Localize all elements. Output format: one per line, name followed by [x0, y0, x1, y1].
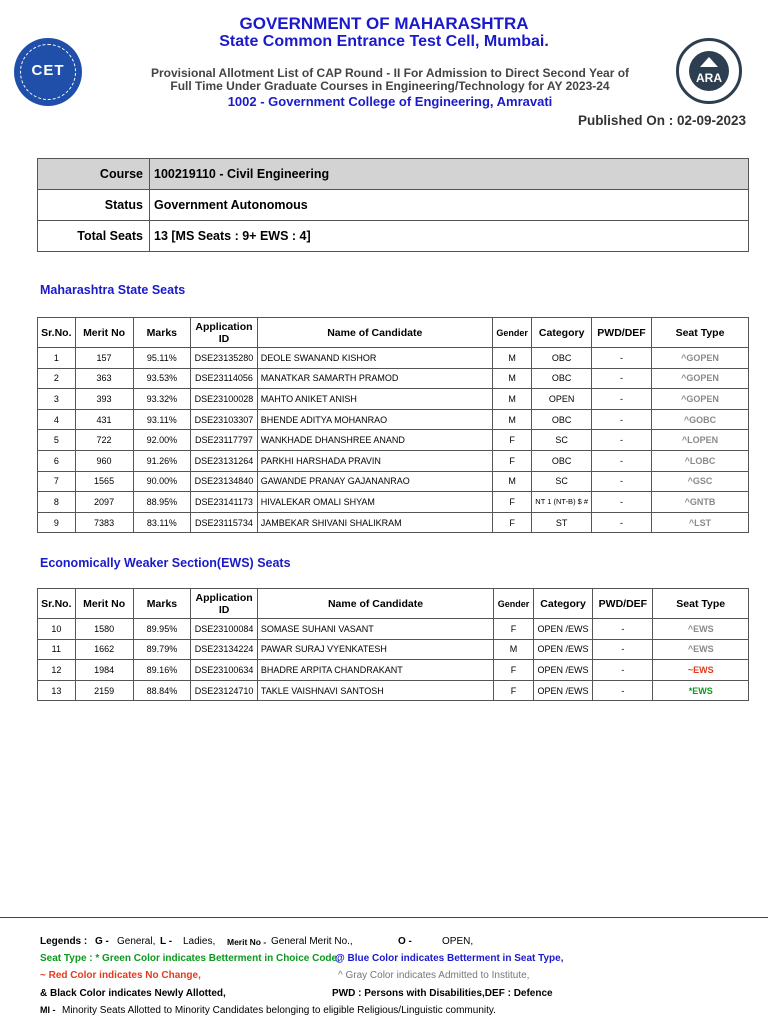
cell-gender: F — [492, 512, 532, 533]
cell-gender: M — [492, 471, 532, 492]
cell-merit-no: 960 — [75, 450, 133, 471]
legend-red: ~ Red Color indicates No Change, — [40, 970, 201, 981]
cell-application-id: DSE23134840 — [191, 471, 258, 492]
header-category: Category — [533, 589, 593, 619]
cell-candidate-name: JAMBEKAR SHIVANI SHALIKRAM — [257, 512, 492, 533]
legend-mi: MI - — [40, 1005, 56, 1015]
cell-candidate-name: TAKLE VAISHNAVI SANTOSH — [257, 680, 493, 701]
legend-black: & Black Color indicates Newly Allotted, — [40, 988, 226, 999]
cell-marks: 89.95% — [133, 619, 191, 640]
cell-category: OBC — [532, 409, 592, 430]
cell-merit-no: 7383 — [75, 512, 133, 533]
header-marks: Marks — [133, 318, 191, 348]
status-label: Status — [38, 190, 150, 221]
table-row — [38, 450, 749, 471]
cell-pwd-def: - — [592, 492, 652, 513]
cell-gender: M — [494, 639, 534, 660]
cell-category: SC — [532, 471, 592, 492]
cell-seat-type: ^GOBC — [652, 409, 749, 430]
cell-candidate-name: WANKHADE DHANSHREE ANAND — [257, 430, 492, 451]
cell-pwd-def: - — [593, 660, 653, 681]
cell-pwd-def: - — [592, 430, 652, 451]
cell-merit-no: 363 — [75, 368, 133, 389]
cell-seat-type: ^GNTB — [652, 492, 749, 513]
cell-category: OPEN — [532, 389, 592, 410]
table-row — [38, 639, 749, 660]
cet-logo-text: CET — [31, 62, 65, 79]
cell-merit-no: 1984 — [75, 660, 133, 681]
header-application-id: Application ID — [191, 318, 258, 348]
legend-green: Seat Type : * Green Color indicates Betterment in Choice Code, — [40, 953, 340, 964]
cell-pwd-def: - — [593, 619, 653, 640]
course-value: 100219110 - Civil Engineering — [150, 159, 749, 190]
cell-pwd-def: - — [592, 471, 652, 492]
cell-application-id: DSE23103307 — [191, 409, 258, 430]
ews-table-header — [38, 589, 749, 619]
legend-l-text: Ladies, — [183, 936, 216, 947]
total-seats-row — [38, 221, 749, 252]
cell-gender: M — [492, 409, 532, 430]
cell-seat-type: ^EWS — [653, 639, 749, 660]
cell-application-id: DSE23124710 — [191, 680, 258, 701]
cell-category: OBC — [532, 450, 592, 471]
cell-candidate-name: MAHTO ANIKET ANISH — [257, 389, 492, 410]
cell-candidate-name: BHENDE ADITYA MOHANRAO — [257, 409, 492, 430]
cell-sr-no: 11 — [38, 639, 76, 660]
table-row — [38, 471, 749, 492]
cell-gender: F — [492, 450, 532, 471]
cell-marks: 83.11% — [133, 512, 191, 533]
cell-sr-no: 10 — [38, 619, 76, 640]
cell-pwd-def: - — [592, 348, 652, 369]
total-seats-label: Total Seats — [38, 221, 150, 252]
cell-marks: 91.26% — [133, 450, 191, 471]
cell-gender: F — [494, 680, 534, 701]
legend-blue: @ Blue Color indicates Betterment in Seat Type, — [335, 953, 564, 964]
cell-pwd-def: - — [593, 680, 653, 701]
cell-category: OPEN /EWS — [533, 680, 593, 701]
status-value: Government Autonomous — [150, 190, 749, 221]
legend-o-text: OPEN, — [442, 936, 474, 947]
ews-table-body — [38, 619, 749, 701]
institute-name: 1002 - Government College of Engineering, Amravati — [227, 94, 553, 109]
cell-application-id: DSE23114056 — [191, 368, 258, 389]
cell-sr-no: 7 — [38, 471, 76, 492]
cell-candidate-name: PAWAR SURAJ VYENKATESH — [257, 639, 493, 660]
legend-g-text: General, — [117, 936, 156, 947]
header-merit-no: Merit No — [75, 589, 133, 619]
cell-merit-no: 2159 — [75, 680, 133, 701]
cell-category: OBC — [532, 368, 592, 389]
cell-seat-type: ~EWS — [653, 660, 749, 681]
cell-sr-no: 3 — [38, 389, 76, 410]
cell-category: OPEN /EWS — [533, 639, 593, 660]
cell-sr-no: 5 — [38, 430, 76, 451]
ms-table-header — [38, 318, 749, 348]
cell-sr-no: 2 — [38, 368, 76, 389]
header-marks: Marks — [133, 589, 191, 619]
cell-merit-no: 722 — [75, 430, 133, 451]
cell-pwd-def: - — [592, 512, 652, 533]
table-row — [38, 348, 749, 369]
cell-category: OPEN /EWS — [533, 619, 593, 640]
cell-marks: 88.95% — [133, 492, 191, 513]
cell-gender: F — [492, 430, 532, 451]
table-row — [38, 512, 749, 533]
course-row — [38, 159, 749, 190]
course-label: Course — [38, 159, 150, 190]
header-application-id: Application ID — [191, 589, 258, 619]
cell-pwd-def: - — [592, 389, 652, 410]
cell-marks: 89.79% — [133, 639, 191, 660]
cell-sr-no: 8 — [38, 492, 76, 513]
cell-marks: 88.84% — [133, 680, 191, 701]
legend-l: L - — [160, 936, 173, 947]
cell-merit-no: 157 — [75, 348, 133, 369]
ews-section-title: Economically Weaker Section(EWS) Seats — [40, 556, 291, 570]
legend-merit-text: General Merit No., — [271, 936, 353, 947]
cell-category: SC — [532, 430, 592, 451]
legend-g: G - — [95, 936, 109, 947]
header-candidate-name: Name of Candidate — [257, 589, 493, 619]
cell-sr-no: 6 — [38, 450, 76, 471]
legend-pwd: PWD : Persons with Disabilities,DEF : Defence — [332, 988, 553, 999]
cell-application-id: DSE23100634 — [191, 660, 258, 681]
cell-merit-no: 2097 — [75, 492, 133, 513]
table-row — [38, 619, 749, 640]
cell-merit-no: 1580 — [75, 619, 133, 640]
cell-marks: 89.16% — [133, 660, 191, 681]
allotment-title-line2: Full Time Under Graduate Courses in Engineering/Technology for AY 2023-24 — [170, 79, 610, 93]
cell-gender: F — [492, 492, 532, 513]
table-row — [38, 430, 749, 451]
gov-title: GOVERNMENT OF MAHARASHTRA — [239, 14, 529, 33]
cell-sr-no: 9 — [38, 512, 76, 533]
cell-application-id: DSE23141173 — [191, 492, 258, 513]
cell-application-id: DSE23100028 — [191, 389, 258, 410]
cell-merit-no: 1565 — [75, 471, 133, 492]
cell-marks: 90.00% — [133, 471, 191, 492]
cell-seat-type: ^LOBC — [652, 450, 749, 471]
cell-merit-no: 393 — [75, 389, 133, 410]
cell-application-id: DSE23100084 — [191, 619, 258, 640]
cell-application-id: DSE23115734 — [191, 512, 258, 533]
cell-title: State Common Entrance Test Cell, Mumbai. — [219, 33, 549, 50]
header-gender: Gender — [494, 589, 534, 619]
table-row — [38, 680, 749, 701]
header-sr-no: Sr.No. — [38, 589, 76, 619]
header-merit-no: Merit No — [75, 318, 133, 348]
table-row — [38, 368, 749, 389]
header-sr-no: Sr.No. — [38, 318, 76, 348]
cell-candidate-name: SOMASE SUHANI VASANT — [257, 619, 493, 640]
cell-seat-type: ^LST — [652, 512, 749, 533]
cell-candidate-name: MANATKAR SAMARTH PRAMOD — [257, 368, 492, 389]
cell-sr-no: 13 — [38, 680, 76, 701]
header-candidate-name: Name of Candidate — [257, 318, 492, 348]
table-row — [38, 409, 749, 430]
table-row — [38, 660, 749, 681]
legend-mi-text: Minority Seats Allotted to Minority Candidates belonging to eligible Religious/Linguistic community. — [62, 1005, 496, 1016]
cell-seat-type: ^GSC — [652, 471, 749, 492]
course-info-table — [37, 158, 749, 252]
cell-pwd-def: - — [592, 450, 652, 471]
header-gender: Gender — [492, 318, 532, 348]
cell-sr-no: 12 — [38, 660, 76, 681]
cell-sr-no: 4 — [38, 409, 76, 430]
cell-seat-type: ^EWS — [653, 619, 749, 640]
cell-candidate-name: DEOLE SWANAND KISHOR — [257, 348, 492, 369]
cell-gender: F — [494, 619, 534, 640]
cell-merit-no: 1662 — [75, 639, 133, 660]
cell-marks: 95.11% — [133, 348, 191, 369]
cell-marks: 92.00% — [133, 430, 191, 451]
cell-candidate-name: GAWANDE PRANAY GAJANANRAO — [257, 471, 492, 492]
cell-marks: 93.53% — [133, 368, 191, 389]
header-pwd-def: PWD/DEF — [593, 589, 653, 619]
cell-marks: 93.32% — [133, 389, 191, 410]
cell-seat-type: ^LOPEN — [652, 430, 749, 451]
cell-seat-type: ^GOPEN — [652, 368, 749, 389]
cell-pwd-def: - — [592, 409, 652, 430]
header-seat-type: Seat Type — [653, 589, 749, 619]
cell-gender: M — [492, 368, 532, 389]
cell-application-id: DSE23131264 — [191, 450, 258, 471]
legend-merit: Merit No - — [227, 937, 267, 947]
published-date: Published On : 02-09-2023 — [577, 113, 746, 128]
legend-gray: ^ Gray Color indicates Admitted to Institute, — [338, 970, 530, 981]
cell-merit-no: 431 — [75, 409, 133, 430]
legends-label: Legends : — [40, 936, 88, 947]
legend-o: O - — [398, 936, 412, 947]
allotment-title-line1: Provisional Allotment List of CAP Round - II For Admission to Direct Second Year of — [150, 66, 630, 80]
footer-divider — [0, 917, 768, 918]
cell-sr-no: 1 — [38, 348, 76, 369]
header-pwd-def: PWD/DEF — [592, 318, 652, 348]
header-category: Category — [532, 318, 592, 348]
cell-application-id: DSE23134224 — [191, 639, 258, 660]
ara-logo-text: ARA — [696, 71, 722, 85]
cell-category: NT 1 (NT-B) $ # — [532, 492, 592, 513]
ews-seats-table — [37, 588, 749, 701]
cell-application-id: DSE23135280 — [191, 348, 258, 369]
status-row — [38, 190, 749, 221]
cell-candidate-name: HIVALEKAR OMALI SHYAM — [257, 492, 492, 513]
cell-category: OBC — [532, 348, 592, 369]
cell-application-id: DSE23117797 — [191, 430, 258, 451]
cell-gender: M — [492, 348, 532, 369]
cell-seat-type: *EWS — [653, 680, 749, 701]
ms-seats-table — [37, 317, 749, 533]
cell-seat-type: ^GOPEN — [652, 389, 749, 410]
cell-pwd-def: - — [592, 368, 652, 389]
cell-candidate-name: BHADRE ARPITA CHANDRAKANT — [257, 660, 493, 681]
cell-gender: F — [494, 660, 534, 681]
ms-table-body — [38, 348, 749, 533]
cell-pwd-def: - — [593, 639, 653, 660]
cell-marks: 93.11% — [133, 409, 191, 430]
total-seats-value: 13 [MS Seats : 9+ EWS : 4] — [150, 221, 749, 252]
cell-gender: M — [492, 389, 532, 410]
table-row — [38, 389, 749, 410]
table-row — [38, 492, 749, 513]
ms-section-title: Maharashtra State Seats — [40, 283, 186, 297]
cell-category: OPEN /EWS — [533, 660, 593, 681]
cell-candidate-name: PARKHI HARSHADA PRAVIN — [257, 450, 492, 471]
cell-seat-type: ^GOPEN — [652, 348, 749, 369]
header-seat-type: Seat Type — [652, 318, 749, 348]
cell-category: ST — [532, 512, 592, 533]
